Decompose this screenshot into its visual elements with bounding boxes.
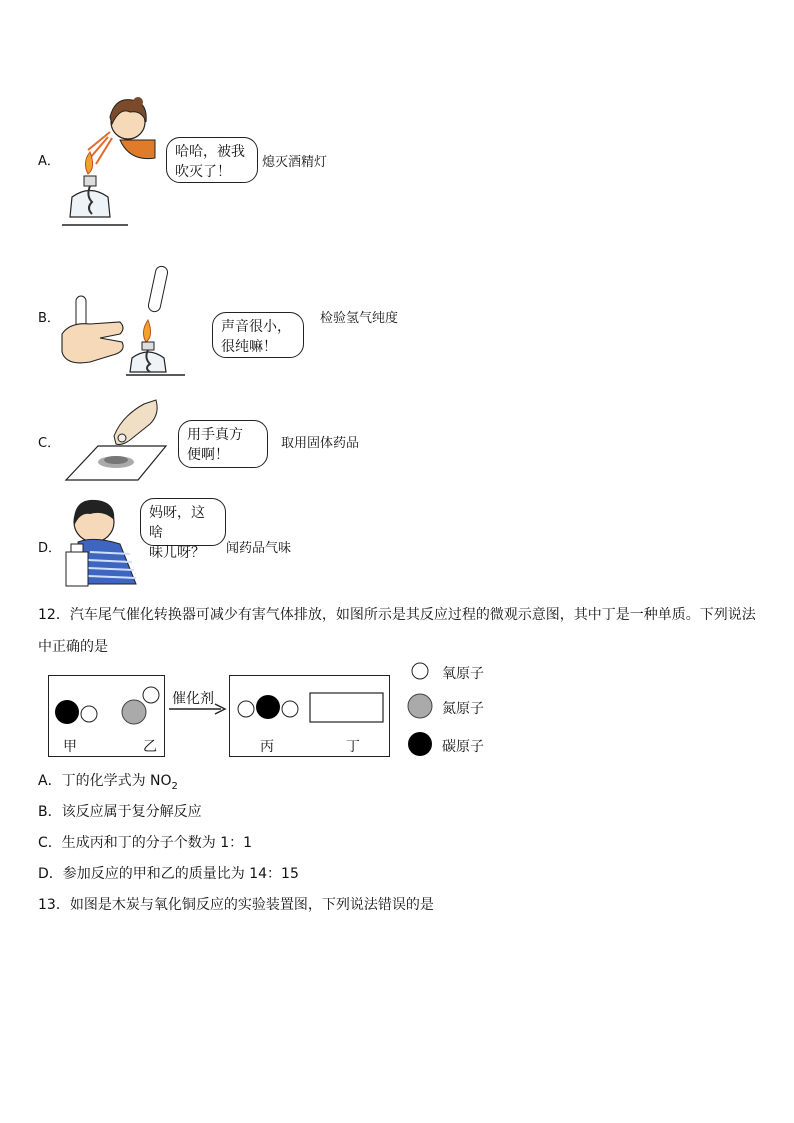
carbon-atom bbox=[55, 700, 79, 724]
oxygen-atom bbox=[238, 701, 254, 717]
bubble-line: 吹灭了！ bbox=[175, 164, 231, 180]
q12-option-d: D．参加反应的甲和乙的质量比为 14：15 bbox=[38, 866, 299, 882]
option-c-illustration bbox=[64, 396, 174, 486]
legend-carbon: 碳原子 bbox=[442, 739, 484, 755]
carbon-atom bbox=[256, 695, 280, 719]
bubble-line: 便啊！ bbox=[187, 447, 229, 463]
option-a-speech-bubble bbox=[166, 137, 258, 183]
option-d-illustration bbox=[60, 496, 140, 590]
blank-box bbox=[310, 693, 383, 722]
legend-carbon-symbol bbox=[408, 732, 432, 756]
q12-option-a-subscript: 2 bbox=[171, 780, 178, 792]
option-b-speech-bubble bbox=[212, 312, 304, 358]
option-a-letter: A． bbox=[38, 154, 60, 169]
legend-nitrogen: 氮原子 bbox=[442, 701, 484, 717]
label-ding: 丁 bbox=[346, 739, 360, 755]
arrow-label: 催化剂 bbox=[172, 691, 214, 707]
reactant-molecules bbox=[49, 676, 166, 736]
label-jia: 甲 bbox=[63, 739, 77, 755]
nitrogen-atom bbox=[122, 700, 146, 724]
reaction-arrow bbox=[167, 702, 227, 716]
product-molecules bbox=[230, 676, 391, 736]
label-bing: 丙 bbox=[260, 739, 274, 755]
option-c-speech-bubble bbox=[178, 420, 268, 468]
option-d-speech-bubble bbox=[140, 498, 226, 561]
q13-stem: 13．如图是木炭与氧化铜反应的实验装置图，下列说法错误的是 bbox=[38, 897, 434, 913]
q12-stem-line-2: 中正确的是 bbox=[38, 639, 108, 655]
legend-symbols bbox=[404, 658, 438, 758]
bubble-line: 声音很小， bbox=[221, 319, 291, 335]
q12-option-b: B．该反应属于复分解反应 bbox=[38, 804, 202, 820]
option-d-caption: 闻药品气味 bbox=[226, 541, 292, 556]
product-box bbox=[229, 675, 390, 757]
oxygen-atom bbox=[143, 687, 159, 703]
option-b-letter: B． bbox=[38, 311, 60, 326]
option-b-caption: 检验氢气纯度 bbox=[320, 311, 399, 326]
option-d-letter: D． bbox=[38, 541, 62, 556]
oxygen-atom bbox=[81, 706, 97, 722]
q12-option-c: C．生成丙和丁的分子个数为 1：1 bbox=[38, 835, 253, 851]
bubble-line: 哈哈，被我 bbox=[175, 144, 245, 160]
label-yi: 乙 bbox=[143, 739, 157, 755]
bubble-line: 味儿呀？ bbox=[149, 545, 205, 561]
q12-option-a bbox=[38, 770, 178, 792]
option-c-caption: 取用固体药品 bbox=[281, 436, 360, 451]
q12-stem-line-1: 12．汽车尾气催化转换器可减少有害气体排放，如图所示是其反应过程的微观示意图，其中丁是一种单质。下列说法 bbox=[38, 607, 756, 623]
option-b-illustration bbox=[60, 262, 190, 380]
option-c-letter: C． bbox=[38, 436, 61, 451]
legend-oxygen: 氧原子 bbox=[442, 666, 484, 682]
q12-option-a-text: A．丁的化学式为 NO bbox=[38, 773, 172, 789]
legend-oxygen-symbol bbox=[412, 663, 428, 679]
option-a-caption: 熄灭酒精灯 bbox=[262, 155, 328, 170]
bubble-line: 用手真方 bbox=[187, 427, 243, 443]
legend-nitrogen-symbol bbox=[408, 694, 432, 718]
bubble-line: 妈呀，这啥 bbox=[149, 505, 205, 541]
option-a-illustration bbox=[60, 92, 160, 232]
reactant-box bbox=[48, 675, 165, 757]
oxygen-atom bbox=[282, 701, 298, 717]
bubble-line: 很纯嘛！ bbox=[221, 339, 277, 355]
